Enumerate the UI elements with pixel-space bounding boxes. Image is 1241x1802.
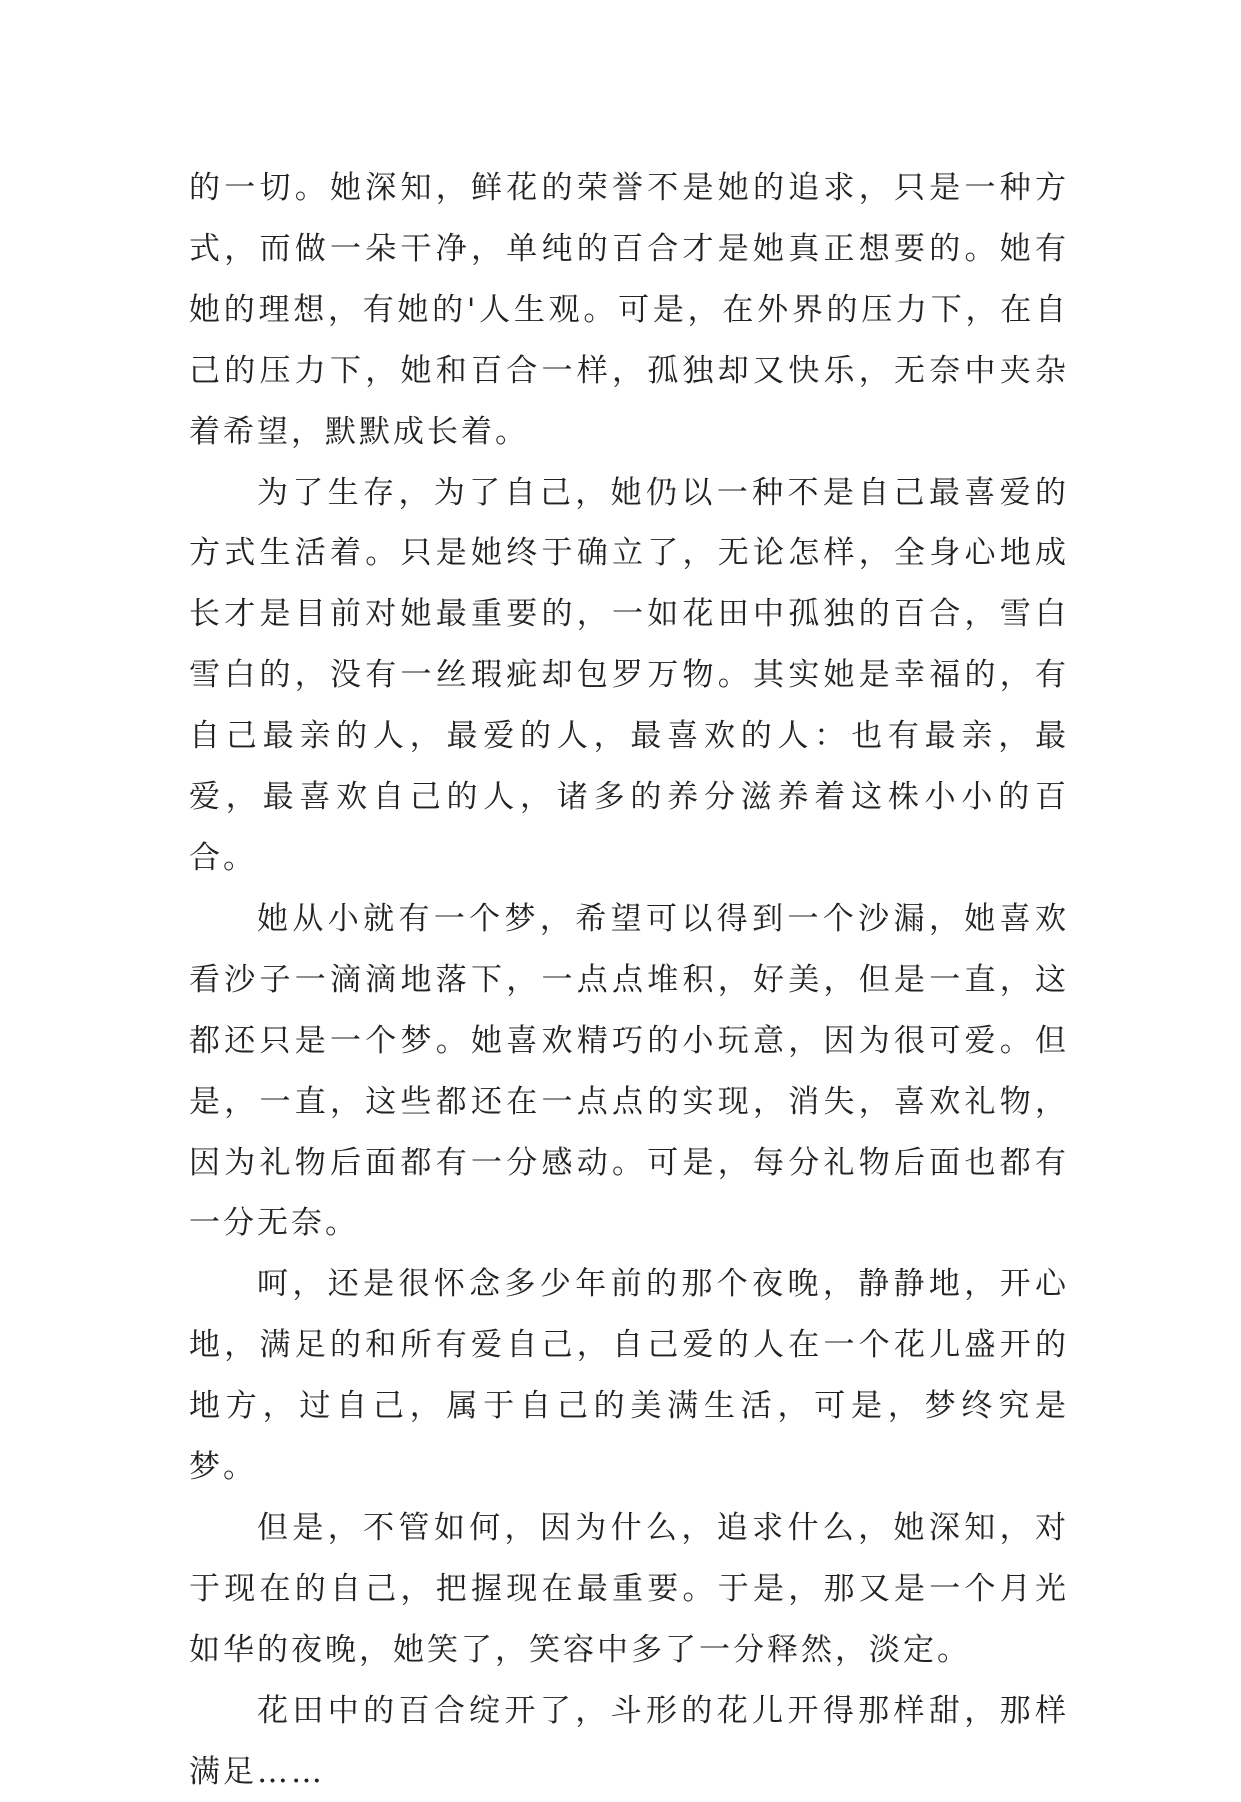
paragraph-6: 花田中的百合绽开了，斗形的花儿开得那样甜，那样满足…… bbox=[189, 1692, 1069, 1790]
paragraph-1: 的一切。她深知，鲜花的荣誉不是她的追求，只是一种方式，而做一朵干净，单纯的百合才是她真正想要的。她有她的理想，有她的'人生观。可是，在外界的压力下，在自己的压力下，她和百合一样，孤独却又快乐，无奈中夹杂着希望，默默成长着。 bbox=[189, 170, 1069, 450]
body-text bbox=[189, 158, 1069, 1802]
paragraph-4: 呵，还是很怀念多少年前的那个夜晚，静静地，开心地，满足的和所有爱自己，自己爱的人在一个花儿盛开的地方，过自己，属于自己的美满生活，可是，梦终究是梦。 bbox=[189, 1266, 1069, 1486]
paragraph-2: 为了生存，为了自己，她仍以一种不是自己最喜爱的方式生活着。只是她终于确立了，无论怎样，全身心地成长才是目前对她最重要的，一如花田中孤独的百合，雪白雪白的，没有一丝瑕疵却包罗万物。其实她是幸福的，有自己最亲的人，最爱的人，最喜欢的人：也有最亲，最爱，最喜欢自己的人，诸多的养分滋养着这株小小的百合。 bbox=[189, 474, 1069, 876]
paragraph-3: 她从小就有一个梦，希望可以得到一个沙漏，她喜欢看沙子一滴滴地落下，一点点堆积，好美，但是一直，这都还只是一个梦。她喜欢精巧的小玩意，因为很可爱。但是，一直，这些都还在一点点的实现，消失，喜欢礼物，因为礼物后面都有一分感动。可是，每分礼物后面也都有一分无奈。 bbox=[189, 900, 1069, 1242]
paragraph-5: 但是，不管如何，因为什么，追求什么，她深知，对于现在的自己，把握现在最重要。于是，那又是一个月光如华的夜晚，她笑了，笑容中多了一分释然，淡定。 bbox=[189, 1509, 1069, 1668]
